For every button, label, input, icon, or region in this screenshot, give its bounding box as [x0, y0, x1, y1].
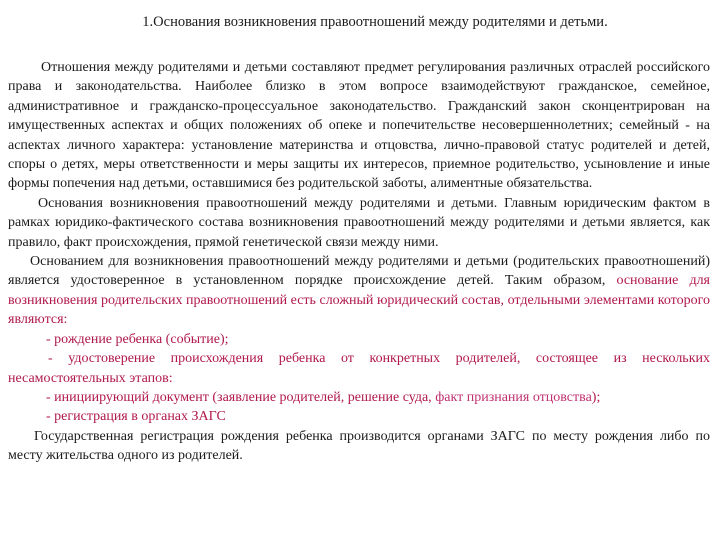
list-item-document [8, 388, 710, 407]
birth-event: событие [170, 331, 220, 347]
paragraph-basis [8, 252, 710, 330]
list-item-certification: - удостоверение происхождения ребенка от конкретных родителей, состоящее из нескольких несамостоятельных этапов: [8, 351, 710, 386]
list-item-registration: - регистрация в органах ЗАГС [46, 409, 226, 425]
page-title: 1.Основания возникновения правоотношений между родителями и детьми. [142, 14, 608, 30]
paragraph-grounds: Основания возникновения правоотношений между родителями и детьми. Главным юридическим фактом в рамках юридико-фактического состава возникновения правоотношений между родителями и детьми является, как правило, факт происхождения, прямой генетической связи между ними. [8, 195, 710, 250]
birth-text: - рождение ребенка ( [46, 331, 171, 347]
basis-text: Основанием для возникновения правоотношений между родителями и детьми (родительских правоотношений) является удостоверенное в установленном порядке происхождение детей. Таким образом, [8, 254, 710, 289]
paternity-text: факт признания отцовства [435, 389, 592, 405]
paragraph-relations: Отношения между родителями и детьми составляют предмет регулирования различных отраслей российского права и законодательства. Наиболее близко в этом вопросе взаимодействуют гражданское, семейное, административное и гражданско-процессуальное законодательство. Гражданский закон сконцентрирован на имущественных аспектах и общих положениях об опеке и попечительстве несовершеннолетних; семейный - на аспектах личного характера: установление материнства и отцовства, лично-правовой статус родителей и детей, споры о детях, меры ответственности и меры защиты их интересов, приемное родительство, усыновление и иные формы попечения над детьми, оставшимися без родительской заботы, алиментные обязательства. [8, 60, 710, 192]
document-end: ); [591, 389, 601, 405]
document-body [8, 58, 710, 466]
basis-highlight: основание для возникновения родительских правоотношений есть сложный юридический состав, отдельными элементами которого являются: [8, 273, 710, 328]
birth-end: ); [219, 331, 229, 347]
list-item-birth [8, 330, 710, 349]
paragraph-registration: Государственная регистрация рождения ребенка производится органами ЗАГС по месту рождения либо по месту жительства одного из родителей. [8, 428, 710, 464]
document-text: - инициирующий документ (заявление родителей, решение суда, [46, 389, 436, 405]
